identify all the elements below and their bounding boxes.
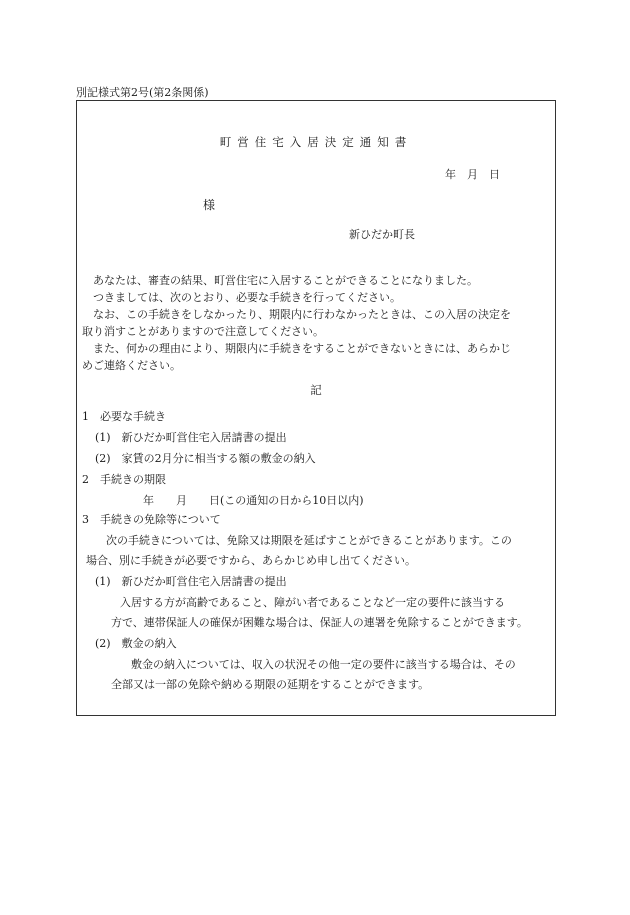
issuer-name: 新ひだか町長 (349, 228, 415, 241)
section-1-item-2: (2) 家賃の2月分に相当する額の敷金の納入 (95, 452, 316, 465)
body-paragraph-4: また、何かの理由により、期限内に手続きをすることができないときには、あらかじ (93, 342, 511, 355)
section-3-item-2-text: 敷金の納入については、収入の状況その他一定の要件に該当する場合は、その (131, 658, 516, 671)
notice-title: 町営住宅入居決定通知書 (219, 135, 413, 149)
section-3-item-1-text: 入居する方が高齢であること、障がい者であることなど一定の要件に該当する (120, 596, 505, 609)
form-number-label: 別記様式第2号(第2条関係) (76, 86, 209, 99)
body-paragraph-3: なお、この手続きをしなかったり、期限内に行わなかったときは、この入居の決定を (93, 308, 511, 321)
section-3-item-2: (2) 敷金の納入 (95, 637, 177, 650)
addressee-suffix: 様 (203, 198, 216, 212)
section-3-item-1: (1) 新ひだか町営住宅入居請書の提出 (95, 575, 287, 588)
section-3-heading: 3 手続きの免除等について (82, 513, 221, 526)
section-1-heading: 1 必要な手続き (82, 410, 166, 423)
section-3-paragraph-cont: 場合、別に手続きが必要ですから、あらかじめ申し出てください。 (86, 554, 416, 567)
body-paragraph-2: つきましては、次のとおり、必要な手続きを行ってください。 (93, 291, 401, 304)
ki-heading: 記 (310, 383, 322, 397)
section-3-item-2-text-cont: 全部又は一部の免除や納める期限の延期をすることができます。 (111, 678, 430, 691)
deadline-line: 年 月 日(この通知の日から10日以内) (143, 494, 364, 507)
section-1-item-1: (1) 新ひだか町営住宅入居請書の提出 (95, 431, 287, 444)
section-3-paragraph: 次の手続きについては、免除又は期限を延ばすことができることがあります。この (106, 534, 512, 547)
section-2-heading: 2 手続きの期限 (82, 473, 166, 486)
notice-date: 年 月 日 (445, 168, 500, 181)
notice-frame (76, 100, 556, 716)
body-paragraph-1: あなたは、審査の結果、町営住宅に入居することができることになりました。 (93, 274, 478, 287)
section-3-item-1-text-cont: 方で、連帯保証人の確保が困難な場合は、保証人の連署を免除することができます。 (111, 616, 528, 629)
body-paragraph-3-cont: 取り消すことがありますので注意してください。 (82, 325, 324, 338)
body-paragraph-4-cont: めご連絡ください。 (82, 359, 181, 372)
